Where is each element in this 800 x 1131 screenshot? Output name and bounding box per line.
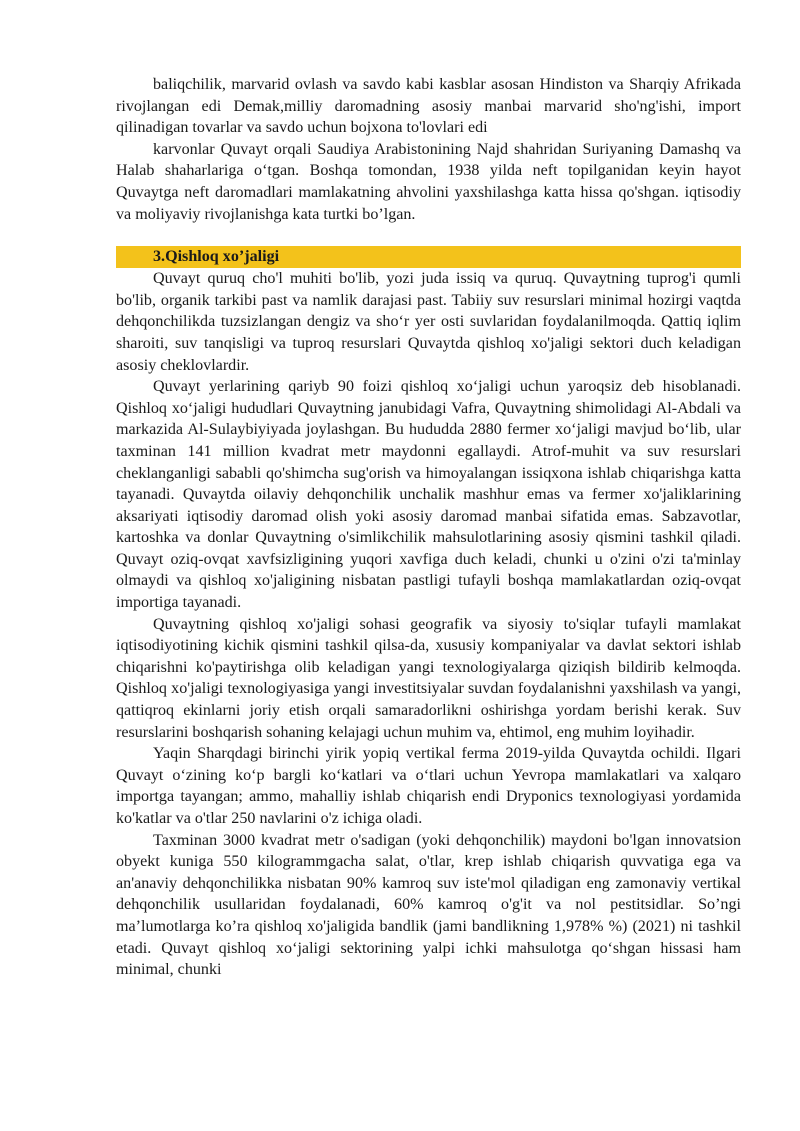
section-heading-text: 3.Qishloq xo’jaligi	[153, 248, 280, 266]
paragraph-vertical-farm: Yaqin Sharqdagi birinchi yirik yopiq vertikal ferma 2019-yilda Quvaytda ochildi. Ilgari Quvayt o‘zining ko‘p bargli ko‘katlari va o‘tlari uchun Yevropa mamlakatlari va xalqaro importga tayangan; ammo, mahalliy ishlab chiqarish endi Dryponics texnologiyasi yordamida ko'katlar va o'tlar 250 navlarini o'z ichiga oladi.	[116, 745, 741, 827]
paragraph-innovation: Taxminan 3000 kvadrat metr o'sadigan (yoki dehqonchilik) maydoni bo'lgan innovatsion obyekt kuniga 550 kilogrammgacha salat, o'tlar, krep ishlab chiqarish quvvatiga ega va an'anaviy dehqonchilikka nisbatan 90% kamroq suv iste'mol qiladigan eng zamonaviy vertikal dehqonchilik usullaridan foydalanadi, 60% kamroq o'g'it va nol pestitsidlar. So’ngi ma’lumotlarga ko’ra qishloq xo'jaligida bandlik (jami bandlikning 1,978% %) (2021) ni tashkil etadi. Quvayt qishloq xo‘jaligi sektorining yalpi ichki mahsulotga qo‘shgan hissasi ham minimal, chunki	[116, 831, 741, 979]
document-page	[116, 74, 741, 981]
section-heading-agriculture	[116, 246, 741, 268]
paragraph-fishing-pearl: baliqchilik, marvarid ovlash va savdo kabi kasblar asosan Hindiston va Sharqiy Afrikada rivojlangan edi Demak,milliy daromadning asosiy manbai marvarid sho'ng'ishi, import qilinadigan tovarlar va savdo uchun bojxona to'lovlari edi	[116, 76, 741, 137]
paragraph-climate: Quvayt quruq cho'l muhiti bo'lib, yozi juda issiq va quruq. Quvaytning tuprog'i qumli bo'lib, organik tarkibi past va namlik darajasi past. Tabiiy suv resurslari minimal hozirgi vaqtda dehqonchilikda tuzsizlangan dengiz va sho‘r yer osti suvlaridan foydalanilmoqda. Qattiq iqlim sharoiti, suv tanqisligi va tuproq resurslari Quvaytda qishloq xo'jaligi sektori duch keladigan asosiy cheklovlardir.	[116, 270, 741, 374]
paragraph-land-use: Quvayt yerlarining qariyb 90 foizi qishloq xo‘jaligi uchun yaroqsiz deb hisoblanadi. Qishloq xo‘jaligi hududlari Quvaytning janubidagi Vafra, Quvaytning shimolidagi Al-Abdali va markazida Al-Sulaybiyiyada joylashgan. Bu hududda 2880 fermer xo‘jaligi mavjud bo‘lib, ular taxminan 141 million kvadrat metr maydonni egallaydi. Atrof-muhit va suv resurslari cheklanganligi sababli qo'shimcha sug'orish va himoyalangan issiqxona ishlab chiqarishga katta tayanadi. Quvaytda oilaviy dehqonchilik unchalik mashhur emas va fermer xo'jaliklarining aksariyati iqtisodiy daromad olish yoki asosiy daromad manbai sifatida emas. Sabzavotlar, kartoshka va donlar Quvaytning o'simlikchilik mahsulotlarining asosiy qismini tashkil qiladi. Quvayt oziq-ovqat xavfsizligining yuqori xavfiga duch keladi, chunki u o'zini o'zi ta'minlay olmaydi va qishloq xo'jaligining nisbatan pastligi tufayli boshqa mamlakatlardan oziq-ovqat importiga tayanadi.	[116, 378, 741, 612]
paragraph-technology: Quvaytning qishloq xo'jaligi sohasi geografik va siyosiy to'siqlar tufayli mamlakat iqtisodiyotining kichik qismini tashkil qilsa-da, xususiy kompaniyalar va davlat sektori ishlab chiqarishni ko'paytirishga olib keladigan yangi texnologiyalarga qiziqish bildirib kelmoqda. Qishloq xo'jaligi texnologiyasiga yangi investitsiyalar suvdan foydalanishni yaxshilash va yangi, qattiqroq ekinlarni joriy etish orqali samaradorlikni oshirishga yordam berishi kerak. Suv resurslarini boshqarish sohaning kelajagi uchun muhim va, ehtimol, eng muhim loyihadir.	[116, 615, 741, 741]
paragraph-caravans-oil: karvonlar Quvayt orqali Saudiya Arabistonining Najd shahridan Suriyaning Damashq va Halab shaharlariga o‘tgan. Boshqa tomondan, 1938 yilda neft topilganidan keyin hayot Quvaytga neft daromadlari mamlakatning ahvolini yaxshilashga katta hissa qo'shgan. iqtisodiy va moliyaviy rivojlanishga kata turtki bo’lgan.	[116, 140, 741, 223]
